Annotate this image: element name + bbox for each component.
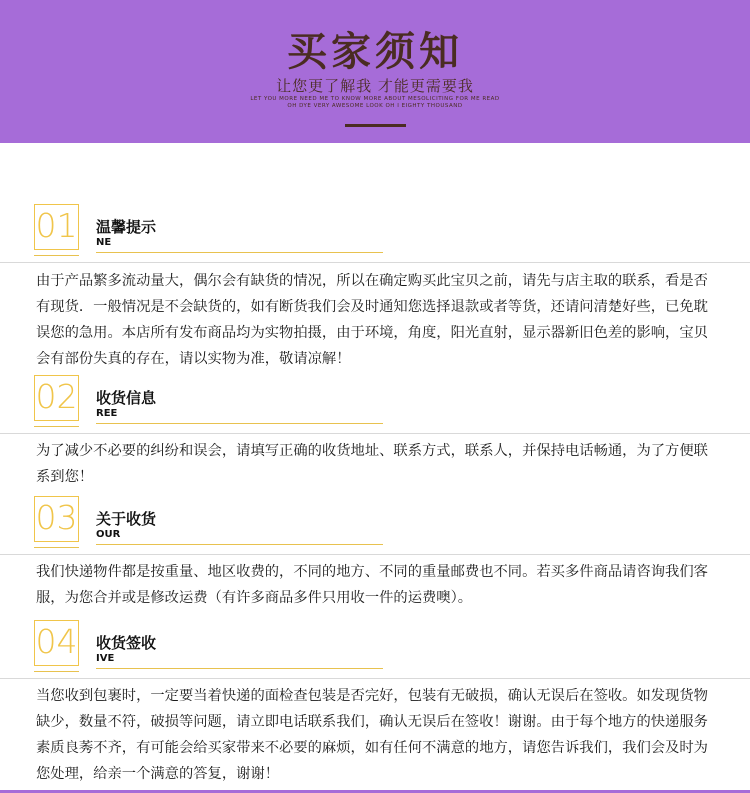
section-number-underline bbox=[34, 426, 79, 427]
section-number: 01 bbox=[34, 204, 79, 250]
section-body-02: 为了减少不必要的纠纷和误会，请填写正确的收货地址、联系方式，联系人，并保持电话畅通，为了方便联系到您！ bbox=[36, 443, 708, 485]
section-body-04: 当您收到包裹时，一定要当着快递的面检查包装是否完好，包装有无破损，确认无误后在签收。如发现货物缺少，数量不符，破损等问题，请立即电话联系我们，确认无误后在签收！谢谢。由于每个地方的快递服务素质良莠不齐，有可能会给买家带来不必要的麻烦，如有任何不满意的地方，请您告诉我们，我们会及时为您处理，给亲一个满意的答复，谢谢！ bbox=[36, 688, 708, 782]
divider bbox=[0, 433, 750, 434]
english-tagline-2: OH DYE VERY AWESOME LOOK OH I EIGHTY THOUSAND bbox=[287, 103, 463, 109]
section-title: 收货信息 bbox=[96, 389, 157, 407]
section-underline bbox=[96, 668, 383, 669]
section-underline bbox=[96, 252, 383, 253]
section-title: 温馨提示 bbox=[96, 218, 157, 236]
section-subtitle: REE bbox=[96, 408, 118, 419]
section-subtitle: OUR bbox=[96, 529, 121, 540]
page-title: 买家须知 bbox=[287, 28, 463, 75]
header-banner bbox=[0, 0, 750, 143]
section-number: 03 bbox=[34, 496, 79, 542]
divider bbox=[0, 262, 750, 263]
section-body-03: 我们快递物件都是按重量、地区收费的，不同的地方、不同的重量邮费也不同。若买多件商品请咨询我们客服，为您合并或是修改运费（有许多商品多件只用收一件的运费噢）。 bbox=[36, 564, 708, 606]
section-underline bbox=[96, 544, 383, 545]
section-body-01: 由于产品繁多流动量大，偶尔会有缺货的情况，所以在确定购买此宝贝之前，请先与店主取的联系，看是否有现货．一般情况是不会缺货的，如有断货我们会及时通知您选择退款或者等货，还请问清楚好些，已免耽误您的急用。本店所有发布商品均为实物拍摄，由于环境，角度，阳光直射，显示器新旧色差的影响，宝贝会有部份失真的存在，请以实物为准，敬请凉解！ bbox=[36, 273, 708, 367]
section-number-underline bbox=[34, 255, 79, 256]
section-number-underline bbox=[34, 547, 79, 548]
english-tagline-1: LET YOU MORE NEED ME TO KNOW MORE ABOUT MESOLICITING FOR ME READ bbox=[250, 96, 500, 102]
section-subtitle: NE bbox=[96, 237, 112, 248]
divider bbox=[0, 554, 750, 555]
section-underline bbox=[96, 423, 383, 424]
section-number: 04 bbox=[34, 620, 79, 666]
section-number-underline bbox=[34, 671, 79, 672]
section-number: 02 bbox=[34, 375, 79, 421]
page-subtitle: 让您更了解我 才能更需要我 bbox=[276, 77, 474, 95]
section-title: 收货签收 bbox=[96, 634, 157, 652]
section-title: 关于收货 bbox=[96, 510, 157, 528]
divider bbox=[0, 678, 750, 679]
section-subtitle: IVE bbox=[96, 653, 115, 664]
banner-divider bbox=[345, 124, 406, 127]
